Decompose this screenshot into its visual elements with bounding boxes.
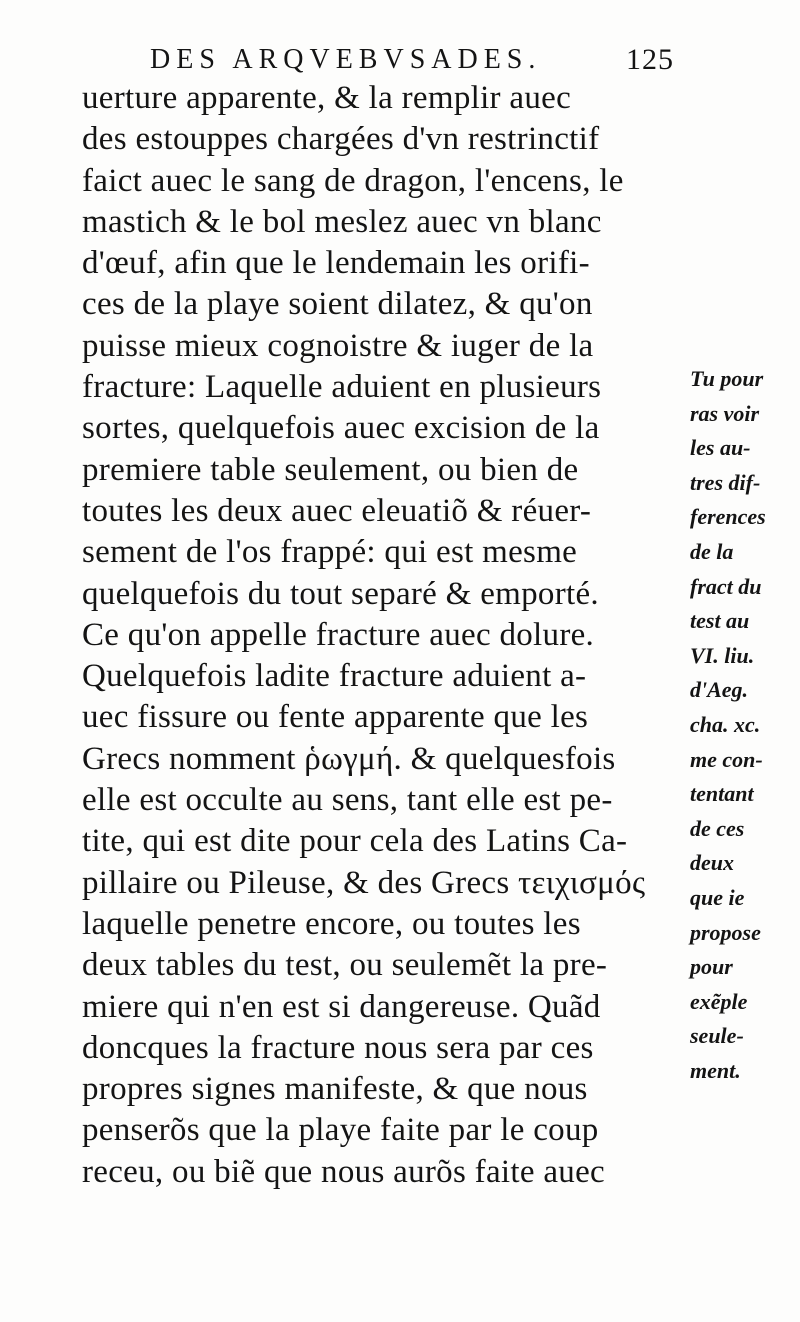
margin-note-line: VI. liu. [690,642,755,668]
margin-note-line: tentant [690,781,754,807]
text-line: premiere table seulement, ou bien de [82,451,579,488]
text-line: Ce qu'on appelle fracture auec dolure. [82,616,595,653]
text-line: sement de l'os frappé: qui est mesme [82,534,578,571]
text-line: ces de la playe soient dilatez, & qu'on [82,286,593,323]
margin-note-line: exẽple [690,988,748,1014]
text-line: doncques la fracture nous sera par ces [82,1029,594,1066]
margin-note-line: de la [690,538,734,564]
text-line: elle est occulte au sens, tant elle est pe- [82,782,613,819]
text-line: faict auec le sang de dragon, l'encens, le [82,162,624,199]
text-line: miere qui n'en est si dangereuse. Quãd [82,988,601,1025]
margin-note-line: propose [690,919,761,945]
text-line: Quelquefois ladite fracture aduient a- [82,658,587,695]
text-line: des estouppes chargées d'vn restrinctif [82,121,600,158]
text-line: tite, qui est dite pour cela des Latins Ca- [82,823,628,860]
margin-note-line: d'Aeg. [690,677,749,703]
margin-note-line: les au- [690,435,751,461]
margin-note [690,362,798,1088]
margin-note-line: seule- [690,1023,744,1049]
margin-note-line: ment. [690,1057,741,1083]
margin-note-line: que ie [690,884,745,910]
text-line: d'œuf, afin que le lendemain les orifi- [82,245,590,282]
text-line: Grecs nomment ῥωγμή. & quelquesfois [82,740,616,777]
body-text [82,78,682,1193]
margin-note-line: ferences [690,504,766,530]
margin-note-line: me con- [690,746,763,772]
text-line: receu, ou biẽ que nous aurõs faite auec [82,1153,605,1190]
text-line: penserõs que la playe faite par le coup [82,1112,599,1149]
margin-note-line: deux [690,850,734,876]
text-line: uerture apparente, & la remplir auec [82,80,572,116]
running-title: DES ARQVEBVSADES. [150,44,542,75]
margin-note-line: tres dif- [690,469,761,495]
text-line: sortes, quelquefois auec excision de la [82,410,600,447]
text-line: quelquefois du tout separé & emporté. [82,575,599,612]
text-line: deux tables du test, ou seulemẽt la pre- [82,947,608,984]
margin-note-line: ras voir [690,400,760,426]
text-line: pillaire ou Pileuse, & des Grecs τειχισμός [82,864,646,901]
margin-note-line: pour [690,954,733,980]
text-line: laquelle penetre encore, ou toutes les [82,905,581,942]
text-line: toutes les deux auec eleuatiõ & réuer- [82,492,592,529]
margin-note-line: cha. xc. [690,711,761,737]
page-number: 125 [626,43,674,76]
text-line: mastich & le bol meslez auec vn blanc [82,203,602,240]
text-line: fracture: Laquelle aduient en plusieurs [82,369,602,406]
margin-note-line: fract du [690,573,762,599]
page-header [150,42,690,82]
margin-note-line: de ces [690,815,745,841]
text-line: puisse mieux cognoistre & iuger de la [82,327,594,364]
margin-note-line: Tu pour [690,366,764,391]
text-line: uec fissure ou fente apparente que les [82,699,589,736]
text-line: propres signes manifeste, & que nous [82,1071,588,1108]
margin-note-line: test au [690,608,750,634]
